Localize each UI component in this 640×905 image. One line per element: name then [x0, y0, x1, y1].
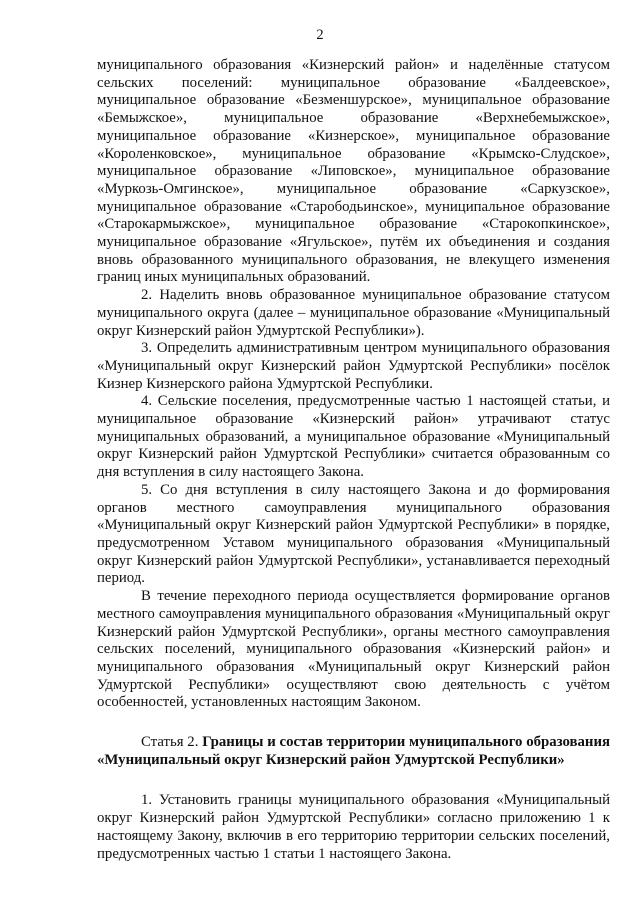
article-2-label: Статья 2. — [141, 734, 199, 751]
article-2-heading — [97, 734, 610, 769]
paragraph-item-2: 2. Наделить вновь образованное муниципальное образование статусом муниципального округа (далее – муниципальное образование «Муниципальный округ Кизнерский район Удмуртской Республики»). — [97, 287, 610, 339]
article-2-title: Границы и состав территории муниципального образования «Муниципальный округ Кизнерский район Удмуртской Республики» — [97, 734, 610, 768]
paragraph-item-5: 5. Со дня вступления в силу настоящего Закона и до формирования органов местного самоуправления муниципального образования «Муниципальный округ Кизнерский район Удмуртской Республики» в порядке, предусмотренном Уставом муниципального образования «Муниципальный округ Кизнерский район Удмуртской Республики», устанавливается переходный период. — [97, 481, 610, 587]
page-number: 2 — [316, 27, 324, 43]
article-2-paragraph-1: 1. Установить границы муниципального образования «Муниципальный округ Кизнерский район Удмуртской Республики» согласно приложению 1 к настоящему Закону, включив в его территорию территории сельских поселений, предусмотренных частью 1 статьи 1 настоящего Закона. — [97, 792, 610, 862]
paragraph-continuation: муниципального образования «Кизнерский район» и наделённые статусом сельских поселений: муниципальное образование «Балдеевское», муниципальное образование «Безменшурское», муниципальное образование «Бемыжское», муниципальное образование «Верхнебемыжское», муниципальное образование «Кизнерское», муниципальное образование «Короленковское», муниципальное образование «Крымско-Слудское», муниципальное образование «Липовское», муниципальное образование «Муркозь-Омгинское», муниципальное образование «Саркузское», муниципальное образование «Старободьинское», муниципальное образование «Старокармыжское», муниципальное образование «Старокопкинское», муниципальное образование «Ягульское», путём их объединения и создания вновь образованного муниципального образования, не влекущего изменения границ иных муниципальных образований. — [97, 57, 610, 286]
article-2-body — [97, 792, 610, 863]
paragraph-item-3: 3. Определить административным центром муниципального образования «Муниципальный округ Кизнерский район Удмуртской Республики» посёлок Кизнер Кизнерского района Удмуртской Республики. — [97, 340, 610, 392]
paragraph-item-4: 4. Сельские поселения, предусмотренные частью 1 настоящей статьи, и муниципальное образование «Кизнерский район» утрачивают статус муниципальных образований, а муниципальное образование «Муниципальный округ Кизнерский район Удмуртской Республики» считается образованным со дня вступления в силу настоящего Закона. — [97, 393, 610, 481]
paragraph-transition-period: В течение переходного периода осуществляется формирование органов местного самоуправления муниципального образования «Муниципальный округ Кизнерский район Удмуртской Республики», органы местного самоуправления сельских поселений, муниципального образования «Кизнерский район» и муниципального образования «Муниципальный округ Кизнерский район Удмуртской Республики» осуществляют свою деятельность с учётом особенностей, установленных настоящим Законом. — [97, 588, 610, 711]
document-body — [97, 57, 610, 863]
